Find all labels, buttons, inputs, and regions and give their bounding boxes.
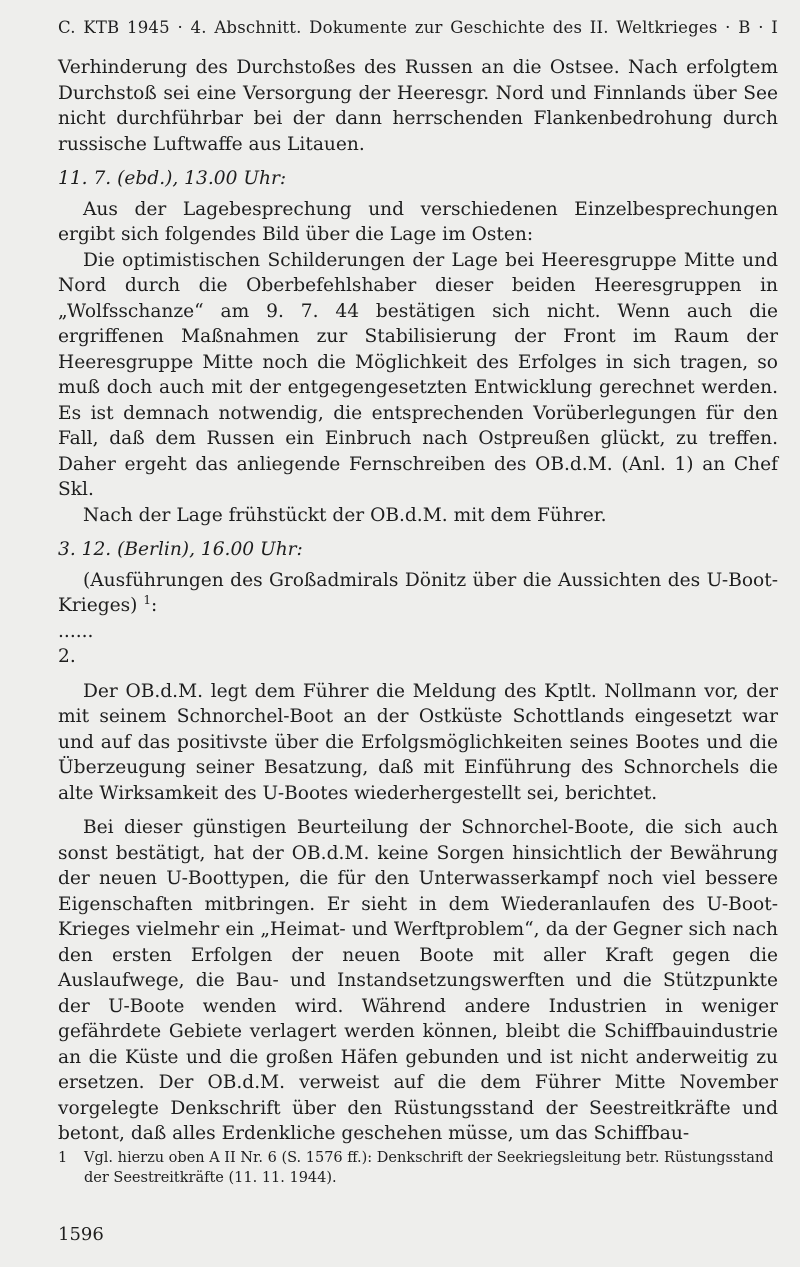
paragraph-schnorchel-boats: Bei dieser günstigen Beurteilung der Schnorchel-Boote, die sich auch sonst bestätigt, hat der OB.d.M. keine Sorgen hinsichtlich der Bewährung der neuen U-Boottypen, die für den Unterwasserkampf noch viel bessere Eigenschaften mitbringen. Er sieht in dem Wiederanlaufen des U-Boot-Krieges vielmehr ein „Heimat- und Werftproblem“, da der Gegner sich nach den ersten Erfolgen der neuen Boote mit aller Kraft gegen die Auslaufwege, die Bau- und Instandsetzungswerften und die Stützpunkte der U-Boote wenden wird. Während andere Industrien in weniger gefährdete Gebiete verlagert werden können, bleibt die Schiffbauindustrie an die Küste und die großen Häfen gebunden und ist nicht anderweitig zu ersetzen. Der OB.d.M. verweist auf die dem Führer Mitte November vorgelegte Denkschrift über den Rüstungsstand der Seestreitkräfte und betont, daß alles Erdenkliche geschehen müsse, um das Schiffbau- xyxy=(58,817,778,1144)
running-header: C. KTB 1945 · 4. Abschnitt. Dokumente zur Geschichte des II. Weltkrieges · B · I xyxy=(58,18,778,37)
footnote-number: 1 xyxy=(58,1150,68,1166)
doenitz-remarks-colon: : xyxy=(151,595,158,616)
paragraph-nollmann-report: Der OB.d.M. legt dem Führer die Meldung des Kptlt. Nollmann vor, der mit seinem Schnorchel-Boot an der Ostküste Schottlands eingesetzt war und auf das positivste über die Erfolgsmöglichkeiten seines Bootes und die Überzeugung seiner Besatzung, daß mit Einführung des Schnorchels die alte Wirksamkeit des U-Bootes wiederhergestellt sei, berichtet. xyxy=(58,680,778,804)
page-body xyxy=(58,18,778,1147)
paragraph-optimistic-reports: Die optimistischen Schilderungen der Lage bei Heeresgruppe Mitte und Nord durch die Oberbefehlshaber dieser beiden Heeresgruppen in „Wolfsschanze“ am 9. 7. 44 bestätigen sich nicht. Wenn auch die ergriffenen Maßnahmen zur Stabilisierung der Front im Raum der Heeresgruppe Mitte noch die Möglichkeit des Erfolges in sich tragen, so muß doch auch mit der entgegengesetzten Entwicklung gerechnet werden. Es ist demnach notwendig, die entsprechenden Vorüberlegungen für den Fall, daß dem Russen ein Einbruch nach Ostpreußen glückt, zu treffen. Daher ergeht das anliegende Fernschreiben des OB.d.M. (Anl. 1) an Chef Skl. xyxy=(58,249,778,500)
paragraph-lagebesprechung: Aus der Lagebesprechung und verschiedenen Einzelbesprechungen ergibt sich folgendes Bild über die Lage im Osten: xyxy=(58,198,778,245)
footnote xyxy=(58,1148,778,1188)
section-number: 2. xyxy=(58,646,76,667)
ellipsis-dots: ...... xyxy=(58,620,94,642)
footnote-text: Vgl. hierzu oben A II Nr. 6 (S. 1576 ff.): Denkschrift der Seekriegsleitung betr. Rüstungsstand der Seestreitkräfte (11. 11. 1944). xyxy=(84,1150,774,1186)
page-number: 1596 xyxy=(58,1224,104,1245)
footnote-reference[interactable]: 1 xyxy=(143,592,151,607)
paragraph-continuation: Verhinderung des Durchstoßes des Russen an die Ostsee. Nach erfolgtem Durchstoß sei eine Versorgung der Heeresgr. Nord und Finnlands über See nicht durchführbar bei der dann herrschenden Flankenbedrohung durch russische Luftwaffe aus Litauen. xyxy=(58,57,778,155)
doenitz-remarks-text: (Ausführungen des Großadmirals Dönitz über die Aussichten des U-Boot-Krieges) xyxy=(58,569,778,616)
date-heading-2: 3. 12. (Berlin), 16.00 Uhr: xyxy=(58,539,303,560)
paragraph-breakfast: Nach der Lage frühstückt der OB.d.M. mit dem Führer. xyxy=(83,504,607,526)
main-text xyxy=(58,55,778,1147)
paragraph-doenitz-remarks xyxy=(58,568,778,619)
date-heading-1: 11. 7. (ebd.), 13.00 Uhr: xyxy=(58,168,287,189)
